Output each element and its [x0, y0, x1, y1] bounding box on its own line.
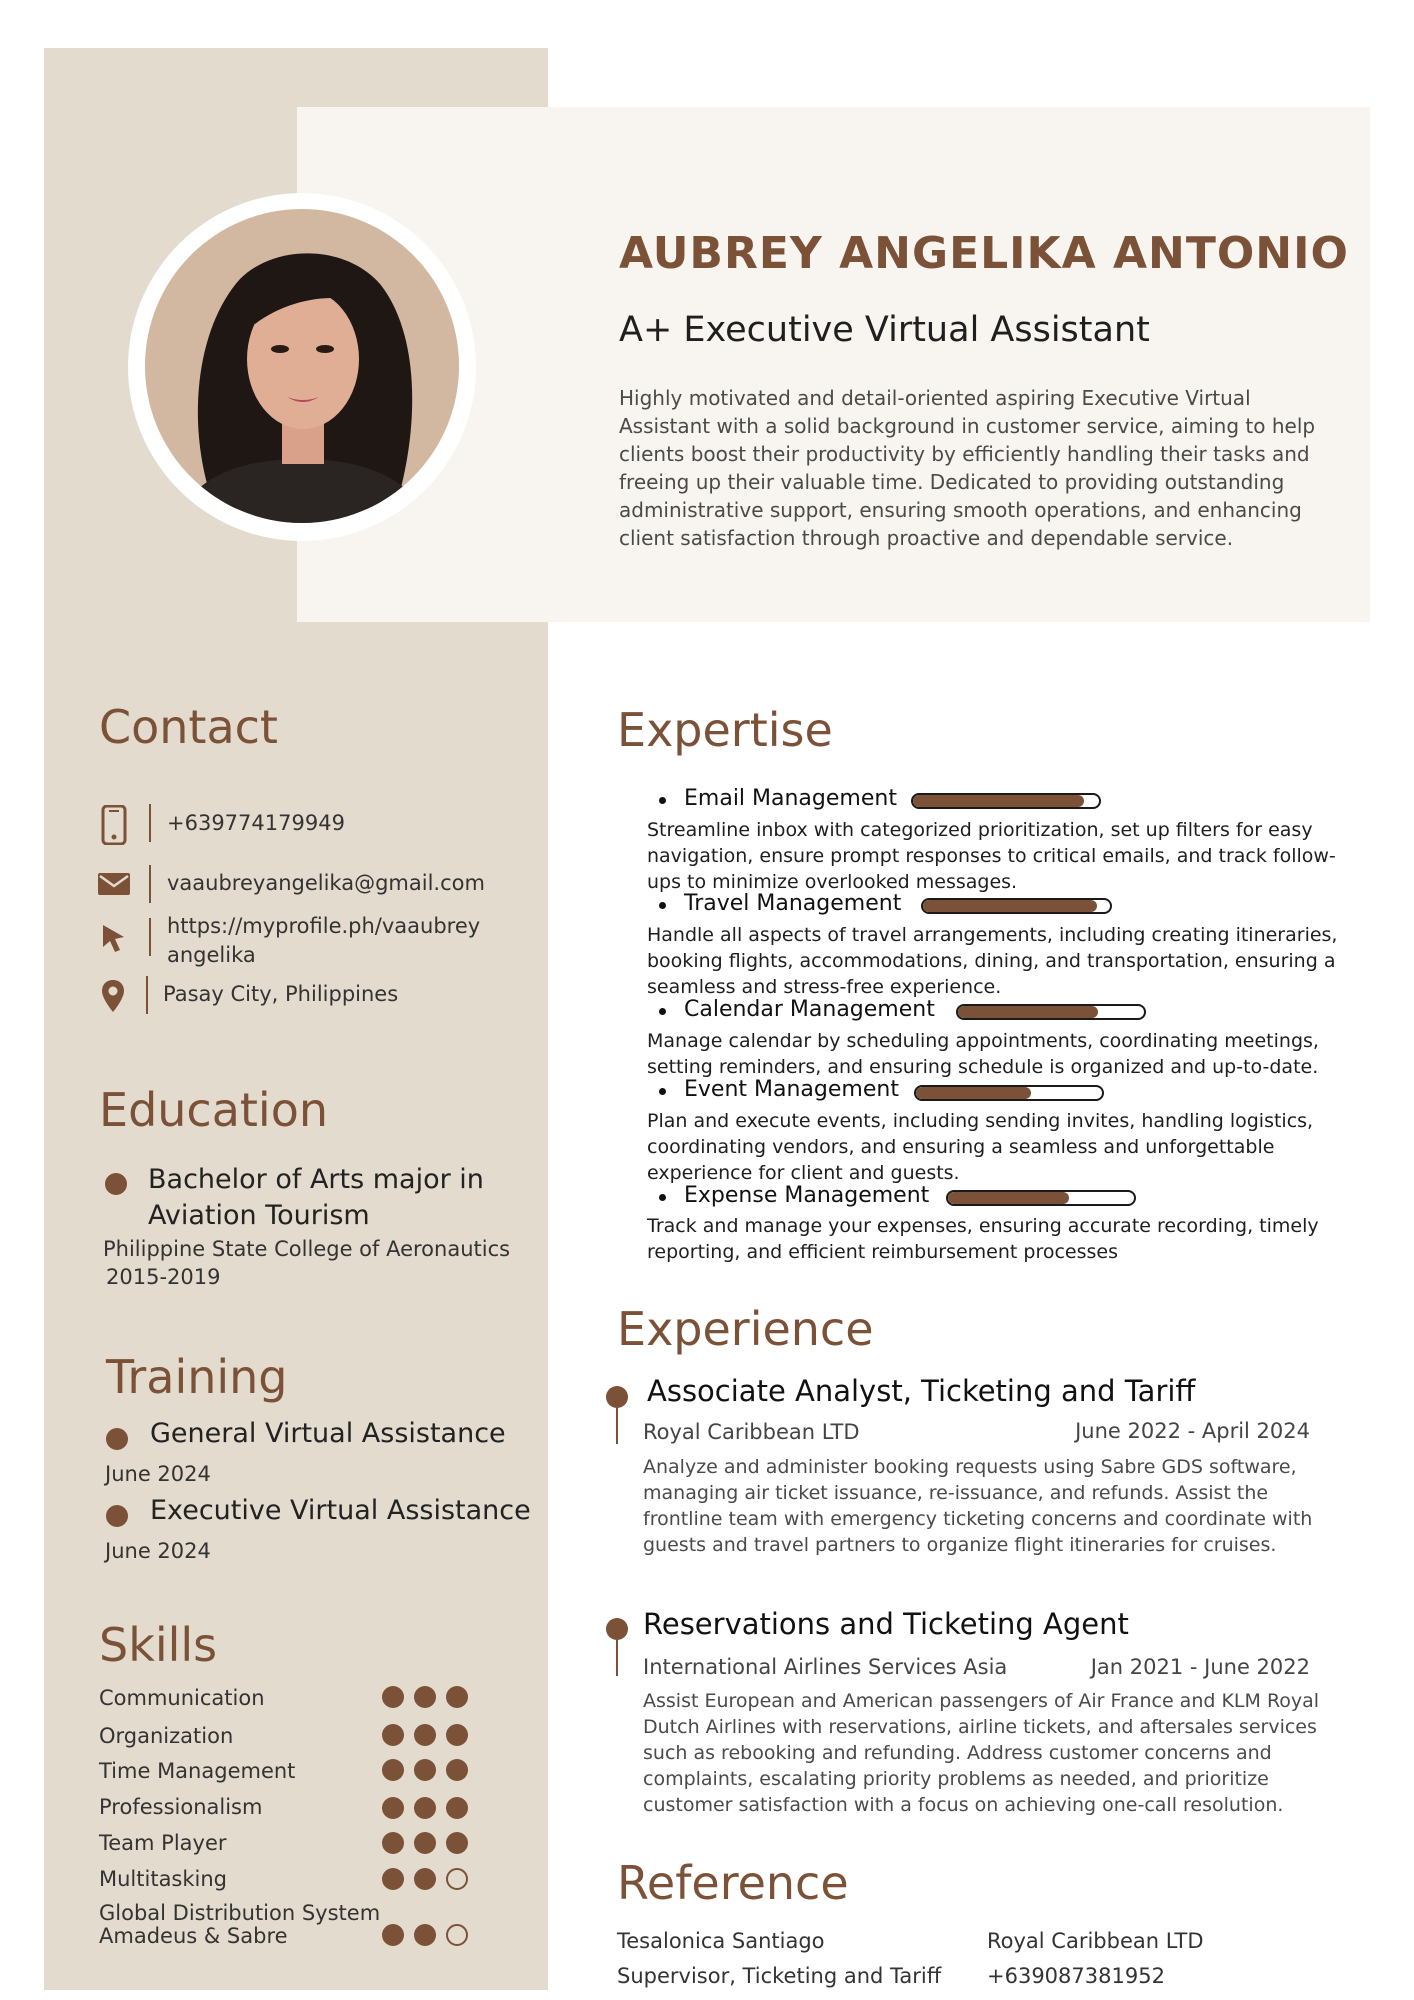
school-name: Philippine State College of Aeronautics	[103, 1237, 511, 1261]
degree-line-1: Bachelor of Arts major in	[148, 1164, 484, 1195]
reference-heading: Reference	[617, 1856, 849, 1910]
reference-position: Supervisor, Ticketing and Tariff	[617, 1964, 942, 1988]
website-link[interactable]	[167, 912, 480, 970]
expertise-level-fill	[958, 1006, 1098, 1018]
job-title: Reservations and Ticketing Agent	[643, 1607, 1129, 1641]
skill-dot-filled	[382, 1797, 404, 1819]
skill-rating	[382, 1868, 468, 1890]
bullet-dot	[106, 1428, 128, 1450]
skill-dot-filled	[382, 1759, 404, 1781]
job-dates: June 2022 - April 2024	[1075, 1419, 1310, 1443]
skill-dot-filled	[414, 1724, 436, 1746]
skill-dot-filled	[446, 1832, 468, 1854]
skill-dot-filled	[382, 1686, 404, 1708]
skill-rating	[382, 1686, 468, 1708]
job-company: Royal Caribbean LTD	[643, 1420, 860, 1444]
contact-heading: Contact	[99, 700, 278, 754]
skill-rating	[382, 1797, 468, 1819]
reference-company: Royal Caribbean LTD	[987, 1929, 1204, 1953]
skill-dot-filled	[382, 1868, 404, 1890]
bullet-dot	[106, 1505, 128, 1527]
divider	[146, 976, 148, 1014]
skill-name: Professionalism	[99, 1795, 263, 1819]
cursor-icon	[100, 923, 128, 959]
expertise-level-fill	[916, 1087, 1031, 1099]
expertise-level-bar	[911, 793, 1101, 809]
job-title: Associate Analyst, Ticketing and Tariff	[647, 1374, 1196, 1408]
expertise-item-name: Email Management	[684, 786, 897, 811]
skill-dot-filled	[446, 1759, 468, 1781]
phone-icon	[100, 805, 128, 841]
timeline-line	[616, 1636, 618, 1676]
experience-heading: Experience	[617, 1302, 874, 1356]
profile-photo	[145, 209, 459, 523]
location-pin-icon	[101, 979, 129, 1015]
expertise-level-bar	[914, 1085, 1104, 1101]
job-dates: Jan 2021 - June 2022	[1090, 1655, 1310, 1679]
skill-dot-filled	[414, 1759, 436, 1781]
candidate-title: A+ Executive Virtual Assistant	[619, 310, 1150, 350]
website-line-2: angelika	[167, 943, 256, 967]
skill-dot-filled	[414, 1797, 436, 1819]
divider	[149, 918, 151, 956]
degree-line-2: Aviation Tourism	[148, 1200, 370, 1231]
summary-text: Highly motivated and detail-oriented aspiring Executive Virtual Assistant with a solid background in customer service, aiming to help clients boost their productivity by efficiently handling their tasks and freeing up their valuable time. Dedicated to providing outstanding administrative support, ensuring smooth operations, and enhancing client satisfaction through proactive and dependable service.	[619, 386, 1316, 550]
bullet-dot	[659, 797, 666, 804]
skill-dot-filled	[382, 1924, 404, 1946]
expertise-item-name: Expense Management	[684, 1183, 930, 1208]
expertise-item-desc: Handle all aspects of travel arrangements, including creating itineraries, booking flights, accommodations, dining, and transportation, ensuring a seamless and stress-free experience.	[647, 924, 1338, 998]
expertise-item-desc: Plan and execute events, including sending invites, handling logistics, coordinating vendors, and ensuring a seamless and unforgettable experience for client and guests.	[647, 1110, 1314, 1184]
divider	[149, 865, 151, 903]
bullet-dot	[659, 1008, 666, 1015]
divider	[149, 804, 151, 842]
job-desc: Analyze and administer booking requests using Sabre GDS software, managing air ticket issuance, re-issuance, and refunds. Assist the frontline team with emergency ticketing concerns and coordinate with guests and travel partners to organize flight itineraries for cruises.	[643, 1456, 1313, 1556]
skill-dot-filled	[414, 1868, 436, 1890]
training-item-name: Executive Virtual Assistance	[150, 1495, 531, 1526]
skill-rating	[382, 1759, 468, 1781]
expertise-item-name: Travel Management	[684, 891, 902, 916]
expertise-level-bar	[956, 1004, 1146, 1020]
job-desc: Assist European and American passengers of Air France and KLM Royal Dutch Airlines with reservations, airline tickets, and aftersales services such as rebooking and refunding. Address customer concerns and complaints, escalating priority problems as needed, and prioritize customer satisfaction with a focus on achieving one-call resolution.	[643, 1690, 1320, 1816]
skill-name: Communication	[99, 1686, 265, 1710]
skill-dot-filled	[446, 1724, 468, 1746]
expertise-level-bar	[946, 1190, 1136, 1206]
training-item-name: General Virtual Assistance	[150, 1418, 506, 1449]
skill-rating	[382, 1832, 468, 1854]
skill-dot-empty	[446, 1868, 468, 1890]
skill-dot-filled	[446, 1686, 468, 1708]
website-line-1: https://myprofile.ph/vaaubrey	[167, 914, 481, 938]
timeline-line	[616, 1404, 618, 1444]
expertise-level-bar	[921, 898, 1112, 914]
bullet-dot	[105, 1173, 127, 1195]
skills-heading: Skills	[99, 1618, 218, 1672]
skill-name: Organization	[99, 1724, 234, 1748]
skill-name: Time Management	[99, 1759, 296, 1783]
skill-dot-empty	[446, 1924, 468, 1946]
expertise-level-fill	[913, 795, 1084, 807]
skill-name: Team Player	[99, 1831, 227, 1855]
skill-rating	[382, 1924, 468, 1946]
expertise-item-name: Calendar Management	[684, 997, 935, 1022]
degree-text	[148, 1162, 484, 1234]
skill-name: Multitasking	[99, 1867, 228, 1891]
email-address[interactable]: vaaubreyangelika@gmail.com	[167, 871, 485, 895]
education-years: 2015-2019	[106, 1265, 221, 1289]
training-item-date: June 2024	[105, 1539, 211, 1563]
skill-dot-filled	[414, 1686, 436, 1708]
skill-rating	[382, 1724, 468, 1746]
reference-phone[interactable]: +639087381952	[987, 1964, 1165, 1988]
phone-number[interactable]: +639774179949	[167, 811, 345, 835]
skill-dot-filled	[382, 1724, 404, 1746]
bullet-dot	[659, 902, 666, 909]
reference-name: Tesalonica Santiago	[617, 1929, 825, 1953]
expertise-heading: Expertise	[617, 703, 833, 757]
mail-icon	[98, 873, 126, 909]
expertise-item-desc: Track and manage your expenses, ensuring accurate recording, timely reporting, and efficient reimbursement processes	[647, 1215, 1319, 1263]
expertise-level-fill	[948, 1192, 1069, 1204]
training-item-date: June 2024	[105, 1462, 211, 1486]
skill-dot-filled	[446, 1797, 468, 1819]
job-company: International Airlines Services Asia	[643, 1655, 1008, 1679]
training-heading: Training	[106, 1350, 288, 1404]
candidate-name: AUBREY ANGELIKA ANTONIO	[619, 228, 1349, 279]
skill-name: Global Distribution System	[99, 1901, 381, 1925]
education-heading: Education	[99, 1083, 329, 1137]
bullet-dot	[659, 1194, 666, 1201]
skill-name-line-2: Amadeus & Sabre	[99, 1924, 288, 1948]
skill-dot-filled	[414, 1924, 436, 1946]
expertise-item-name: Event Management	[684, 1077, 899, 1102]
expertise-level-fill	[923, 900, 1097, 912]
expertise-item-desc: Manage calendar by scheduling appointments, coordinating meetings, setting reminders, and ensuring schedule is organized and up-to-date.	[647, 1030, 1319, 1078]
bullet-dot	[659, 1088, 666, 1095]
location-text: Pasay City, Philippines	[163, 982, 399, 1006]
skill-dot-filled	[382, 1832, 404, 1854]
expertise-item-desc: Streamline inbox with categorized prioritization, set up filters for easy navigation, ensure prompt responses to critical emails, and track follow-ups to minimize overlooked messages.	[647, 819, 1336, 893]
skill-dot-filled	[414, 1832, 436, 1854]
